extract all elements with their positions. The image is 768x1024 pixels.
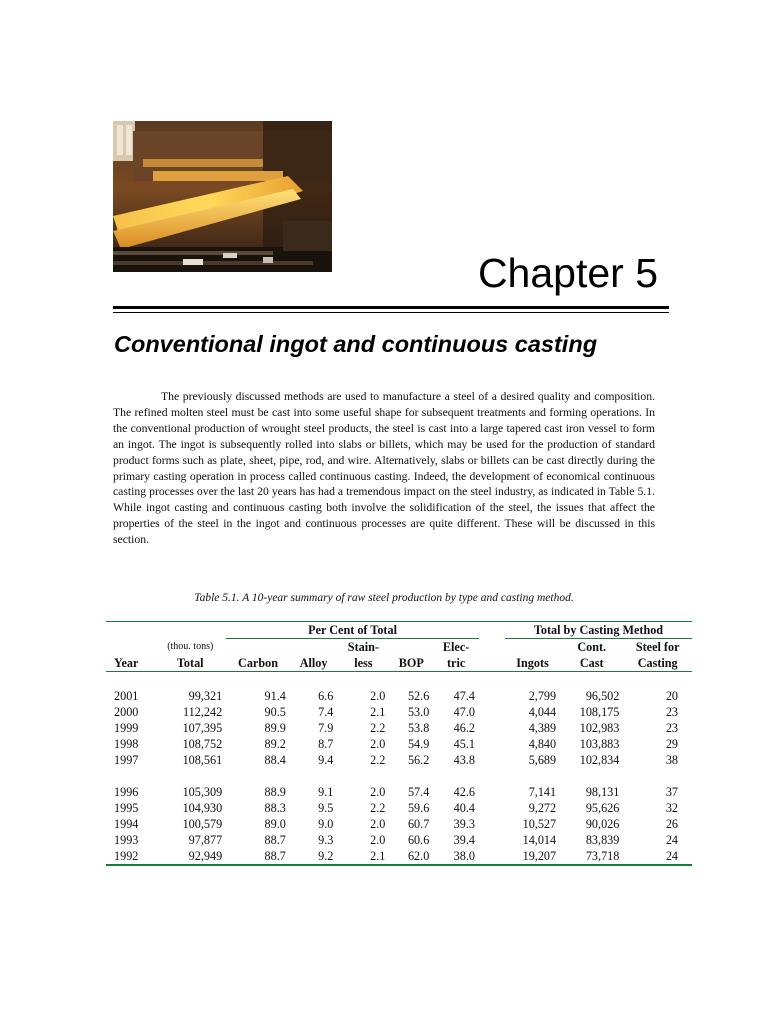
header-cont-cast-1: Cont.: [577, 640, 607, 654]
body-paragraph: The previously discussed methods are used to manufacture a steel of a desired quality and composition. The refined molten steel must be cast into some useful shape for subsequent treatments and forming operations. In the conventional production of wrought steel products, the steel is cast into a large tapered cast iron vessel to form an ingot. The ingot is subsequently rolled into slabs or billets, which may be used for the production of standard product forms such as plate, sheet, pipe, rod, and wire. Alternatively, slabs or billets can be cast directly during the primary casting operation in process called continuous casting. Indeed, the development of economical continuous casting processes over the last 20 years has had a tremendous impact on the steel industry, as indicated in Table 5.1. While ingot casting and continuous casting both involve the solidification of the steel, the issues that affect the properties of the steel in the ingot and continuous processes are quite different. These will be discussed in this section.: [113, 390, 655, 547]
chapter-title: Chapter 5: [477, 250, 658, 296]
table-row: 1993 97,877 88.7 9.3 2.0 60.6 39.4 14,014 83,839 24: [114, 833, 678, 847]
table-body-group-2: [106, 768, 692, 865]
steel-production-table: [106, 621, 692, 866]
section-title: Conventional ingot and continuous casting: [114, 331, 598, 357]
header-electric-1: Elec-: [442, 640, 470, 654]
header-ingots: Ingots: [505, 655, 560, 672]
table-row: 1994 100,579 89.0 9.0 2.0 60.7 39.3 10,527 90,026 26: [114, 817, 678, 831]
header-carbon: Carbon: [226, 655, 290, 672]
header-stainless-2: less: [337, 655, 389, 672]
group-header-casting: Total by Casting Method: [505, 622, 692, 639]
table-row: 1995 104,930 88.3 9.5 2.2 59.6 40.4 9,272 95,626 32: [114, 801, 678, 815]
header-total: Total: [154, 655, 226, 672]
header-year: Year: [106, 655, 154, 672]
table-group-header-row: [106, 622, 692, 639]
table-caption: Table 5.1. A 10-year summary of raw steel production by type and casting method.: [194, 592, 574, 604]
chapter-rule-thin: [113, 312, 669, 313]
header-stainless-1: Stain-: [347, 640, 379, 654]
hot-slab-image: [113, 121, 332, 272]
header-electric-2: tric: [433, 655, 479, 672]
header-bop: BOP: [389, 655, 433, 672]
group-header-percent: Per Cent of Total: [226, 622, 479, 639]
header-steel-for-1: Steel for: [635, 640, 680, 654]
header-steel-for-2: Casting: [623, 655, 692, 672]
header-cont-cast-2: Cast: [560, 655, 623, 672]
table-row: 1996 105,309 88.9 9.1 2.0 57.4 42.6 7,141 98,131 37: [114, 785, 678, 799]
chapter-rule-thick: [113, 306, 669, 309]
table-header-row-2: [106, 655, 692, 672]
table-row: 1997 108,561 88.4 9.4 2.2 56.2 43.8 5,689 102,834 38: [114, 753, 678, 767]
table-body-group-1: [106, 672, 692, 769]
table-row: 1999 107,395 89.9 7.9 2.2 53.8 46.2 4,389 102,983 23: [114, 721, 678, 735]
table-row: 2001 99,321 91.4 6.6 2.0 52.6 47.4 2,799 96,502 20: [114, 689, 678, 703]
table-row: 2000 112,242 90.5 7.4 2.1 53.0 47.0 4,044 108,175 23: [114, 705, 678, 719]
steel-casting-photo: [113, 121, 332, 272]
table-header-row-1: [106, 639, 692, 656]
header-alloy: Alloy: [290, 655, 338, 672]
unit-note: (thou. tons): [167, 640, 214, 652]
table-row: 1998 108,752 89.2 8.7 2.0 54.9 45.1 4,840 103,883 29: [114, 737, 678, 751]
table-row: 1992 92,949 88.7 9.2 2.1 62.0 38.0 19,207 73,718 24: [114, 849, 678, 863]
